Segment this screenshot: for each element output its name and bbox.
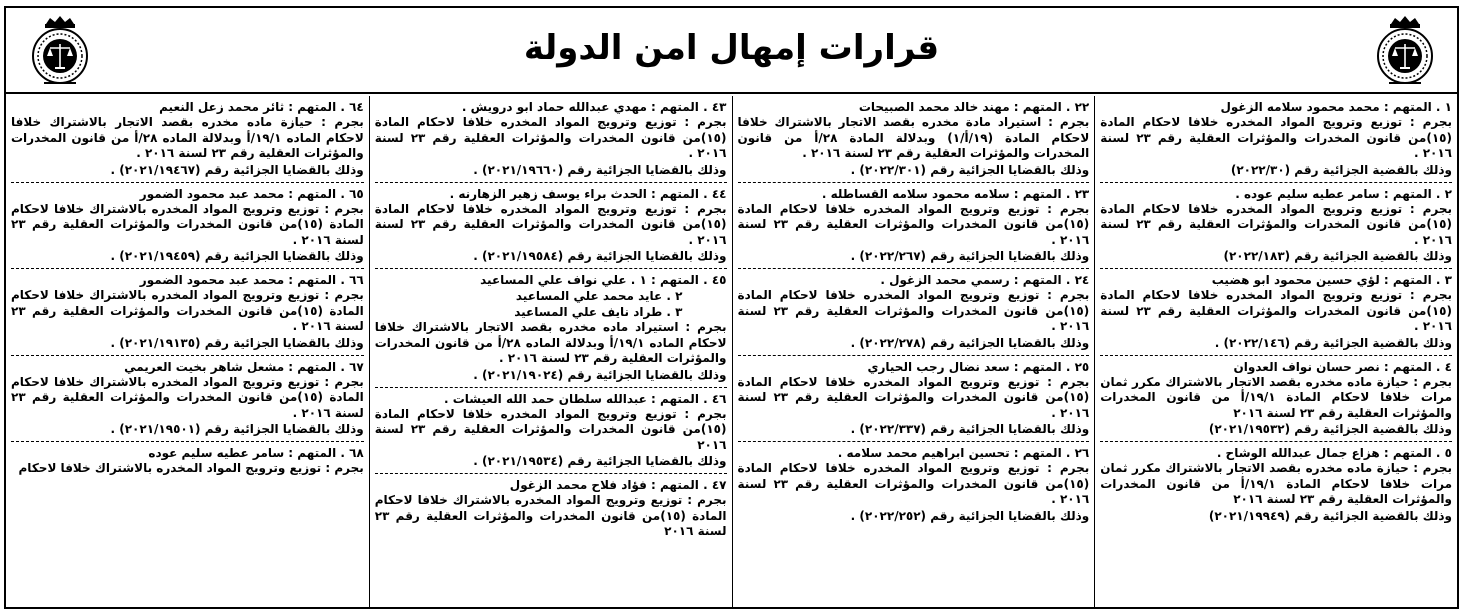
defendant-name: ٤ . المتهم : نصر حسان نواف العدوان [1233, 359, 1452, 374]
defendant-name: ٦٧ . المتهم : مشعل شاهر بخيت العريمي [124, 359, 364, 374]
co-defendant-name: ٣ . طراد نايف علي المساعيد [514, 305, 683, 319]
charge-text: بجرم : توزيع وترويج المواد المخدره خلافا لاحكام المادة (١٥)من قانون المخدرات والمؤثرات العقلية رقم ٢٣ لسنة ٢٠١٦ . [737, 201, 1090, 247]
case-number: وذلك بالقضايا الجزائية رقم (٢٠٢١/١٩٤٥٩) . [110, 249, 364, 263]
list-item [1100, 442, 1452, 528]
charge-text: بجرم : توزيع وترويج المواد المخدره خلافا لاحكام المادة (١٥)من قانون المخدرات والمؤثرات العقلية رقم ٢٣ لسنة ٢٠١٦ . [374, 201, 727, 247]
defendant-name: ٦٤ . المتهم : ثائر محمد زعل النعيم [159, 100, 364, 114]
charge-text: بجرم : حيازة ماده مخدره بقصد الاتجار بالاشتراك مكرر ثمان مرات خلافا لاحكام المادة ١٩/١/أ من قانون المخدرات والمؤثرات العقلية رقم ٢٣ لسنة ٢٠١٦ [1100, 461, 1452, 506]
case-number: وذلك بالقضايا الجزائية رقم (٢٠٢١/١٩٥٠١) . [110, 422, 364, 436]
defendant-name: ٤٥ . المتهم : ١ . علي نواف علي المساعيد [480, 273, 727, 287]
list-item [11, 356, 364, 443]
charge-text: بجرم : حيازة ماده مخدره بقصد الاتجار بالاشتراك مكرر ثمان مرات خلافا لاحكام المادة ١٩/١/أ من قانون المخدرات والمؤثرات العقلية رقم ٢٣ لسنة ٢٠١٦ [1100, 374, 1452, 420]
list-item [375, 388, 727, 475]
list-item [738, 442, 1090, 528]
case-number: وذلك بالقضايا الجزائية رقم (٢٠٢١/١٩١٣٥) . [110, 335, 364, 350]
charge-text: بجرم : توزيع وترويج المواد المخدره بالاشتراك خلافا لاحكام المادة (١٥)من قانون المخدرات والمؤثرات العقلية رقم ٢٣ لسنة ٢٠١٦ . [11, 201, 364, 247]
charge-text: بجرم : توزيع وترويج المواد المخدره خلافا لاحكام المادة (١٥)من قانون المخدرات والمؤثرات العقلية رقم ٢٣ لسنة ٢٠١٦ [374, 406, 727, 452]
defendant-name: ٢٤ . المتهم : رسمي محمد الزغول . [880, 273, 1090, 287]
column-1 [1094, 96, 1457, 609]
defendant-name: ٤٤ . المتهم : الحدث براء يوسف زهير الزهارنه . [449, 186, 727, 201]
column-4 [6, 96, 369, 609]
charge-text: بجرم : توزيع وترويج المواد المخدره خلافا لاحكام المادة (١٥)من قانون المخدرات والمؤثرات العقلية رقم ٢٣ لسنة ٢٠١٦ . [1100, 115, 1452, 160]
case-number: وذلك بالقضية الجزائية رقم (٢٠٢٢/١٤٦) . [1214, 335, 1452, 350]
case-number: وذلك بالقضايا الجزائية رقم (٢٠٢٢/٢٥٢) . [850, 508, 1090, 523]
list-item [1100, 183, 1452, 270]
list-item [738, 96, 1090, 183]
case-number: وذلك بالقضايا الجزائية رقم (٢٠٢١/١٩٥٣٤) . [473, 454, 727, 468]
charge-text: بجرم : استيراد ماده مخدره بقصد الاتجار بالاشتراك خلافا لاحكام الماده ١٩/١/أ وبدلالة الماده ٢٨/أ من قانون المخدرات والمؤثرات العقلية رقم ٢٣ لسنة ٢٠١٦ . [374, 320, 727, 365]
case-number: وذلك بالقضايا الجزائية رقم (٢٠٢١/١٩٦٦٠) . [473, 162, 727, 177]
list-item [738, 356, 1090, 443]
charge-text: بجرم : توزيع وترويج المواد المخدره خلافا لاحكام المادة (١٥)من قانون المخدرات والمؤثرات العقلية رقم ٢٣ لسنة ٢٠١٦ . [737, 374, 1090, 420]
defendant-name: ٦٥ . المتهم : محمد عبد محمود الضمور [139, 186, 364, 201]
defendant-name: ١ . المتهم : محمد محمود سلامه الزغول [1220, 100, 1452, 114]
defendant-name: ٥ . المتهم : هزاع جمال عبدالله الوشاح . [1216, 446, 1452, 460]
co-defendant-name: ٢ . عايد محمد علي المساعيد [515, 289, 683, 303]
case-number: وذلك بالقضايا الجزائية رقم (٢٠٢٢/٣٠١) . [850, 162, 1090, 177]
case-number: وذلك بالقضايا الجزائية رقم (٢٠٢١/١٩٤٦٧) . [110, 162, 364, 177]
list-item [11, 183, 364, 270]
judiciary-emblem-right [1373, 14, 1437, 88]
list-item [1100, 356, 1452, 443]
notice-title: قرارات إمهال امن الدولة [523, 28, 940, 68]
notice-columns [6, 96, 1457, 609]
case-number: وذلك بالقضايا الجزائية رقم (٢٠٢٢/٢٦٧) . [850, 249, 1090, 263]
list-item [11, 442, 364, 481]
column-3 [369, 96, 732, 609]
case-number: وذلك بالقضية الجزائية رقم (٢٠٢٢/٣٠) [1230, 162, 1452, 177]
charge-text: بجرم : استيراد مادة مخدره بقصد الاتجار بالاشتراك خلافا لاحكام المادة (١٩/أ/١) وبدلالة المادة ٢٨/أ من قانون المخدرات والمؤثرات العقلية رقم ٢٣ لسنة ٢٠١٦ . [737, 115, 1090, 160]
column-2 [732, 96, 1095, 609]
charge-text: بجرم : توزيع وترويج المواد المخدره بالاشتراك خلافا لاحكام المادة (١٥)من قانون المخدرات والمؤثرات العقلية رقم ٢٣ لسنة ٢٠١٦ [374, 493, 727, 538]
charge-text: بجرم : حيازة ماده مخدره بقصد الاتجار بالاشتراك خلافا لاحكام الماده ١٩/١/أ وبدلالة الماده ٢٨/أ من قانون المخدرات والمؤثرات العقلية رقم ٢٣ لسنة ٢٠١٦ . [11, 115, 364, 160]
case-number: وذلك بالقضايا الجزائية رقم (٢٠٢١/١٩٥٨٤) . [473, 249, 727, 263]
charge-text: بجرم : توزيع وترويج المواد المخدره خلافا لاحكام المادة (١٥)من قانون المخدرات والمؤثرات العقلية رقم ٢٣ لسنة ٢٠١٦ . [374, 115, 727, 160]
charge-text: بجرم : توزيع وترويج المواد المخدره بالاشتراك خلافا لاحكام المادة (١٥)من قانون المخدرات والمؤثرات العقلية رقم ٢٣ لسنة ٢٠١٦ . [11, 288, 364, 333]
charge-text: بجرم : توزيع وترويج المواد المخدره بالاشتراك خلافا لاحكام المادة (١٥)من قانون المخدرات والمؤثرات العقلية رقم ٢٣ لسنة ٢٠١٦ . [11, 374, 364, 420]
charge-text: بجرم : توزيع وترويج المواد المخدره بالاشتراك خلافا لاحكام [18, 461, 364, 475]
case-number: وذلك بالقضايا الجزائية رقم (٢٠٢١/١٩٠٢٤) . [473, 367, 727, 382]
list-item [11, 269, 364, 356]
defendant-name: ٢٥ . المتهم : سعد نضال رجب الحياري [867, 359, 1090, 374]
charge-text: بجرم : توزيع وترويج المواد المخدره خلافا لاحكام المادة (١٥)من قانون المخدرات والمؤثرات العقلية رقم ٢٣ لسنة ٢٠١٦ . [737, 461, 1090, 506]
defendant-name: ٤٧ . المتهم : فؤاد فلاح محمد الزغول [509, 478, 727, 492]
notice-frame [4, 6, 1459, 609]
list-item [11, 96, 364, 183]
list-item [375, 269, 727, 388]
defendant-name: ٢٦ . المتهم : تحسين ابراهيم محمد سلامه . [837, 446, 1090, 460]
list-item [1100, 269, 1452, 356]
case-number: وذلك بالقضايا الجزائية رقم (٢٠٢٢/٣٣٧) . [850, 422, 1090, 436]
list-item [375, 96, 727, 183]
case-number: وذلك بالقضية الجزائية رقم (٢٠٢١/١٩٥٣٢) [1208, 422, 1452, 436]
list-item [738, 269, 1090, 356]
defendant-name: ٢٣ . المتهم : سلامه محمود سلامه القساطله . [821, 186, 1090, 201]
case-number: وذلك بالقضية الجزائية رقم (٢٠٢٢/١٨٣) [1223, 249, 1452, 263]
list-item [375, 474, 727, 544]
defendant-name: ٣ . المتهم : لؤي حسين محمود ابو هضيب [1211, 273, 1452, 287]
list-item [1100, 96, 1452, 183]
defendant-name: ٦٨ . المتهم : سامر عطيه سليم عوده [148, 446, 364, 460]
defendant-name: ٤٦ . المتهم : عبدالله سلطان حمد الله العيشات . [443, 391, 727, 406]
case-number: وذلك بالقضايا الجزائية رقم (٢٠٢٢/٢٧٨) . [850, 335, 1090, 350]
case-number: وذلك بالقضية الجزائية رقم (٢٠٢١/١٩٩٤٩) [1208, 508, 1452, 523]
defendant-name: ٤٣ . المتهم : مهدي عبدالله حماد ابو درويش . [461, 100, 727, 114]
charge-text: بجرم : توزيع وترويج المواد المخدره خلافا لاحكام المادة (١٥)من قانون المخدرات والمؤثرات العقلية رقم ٢٣ لسنة ٢٠١٦ . [737, 288, 1090, 333]
notice-header [6, 8, 1457, 94]
defendant-name: ٢٢ . المتهم : مهند خالد محمد الصبيحات [858, 100, 1090, 114]
charge-text: بجرم : توزيع وترويج المواد المخدره خلافا لاحكام المادة (١٥)من قانون المخدرات والمؤثرات العقلية رقم ٢٣ لسنة ٢٠١٦ . [1100, 201, 1452, 247]
charge-text: بجرم : توزيع وترويج المواد المخدره خلافا لاحكام المادة (١٥)من قانون المخدرات والمؤثرات العقلية رقم ٢٣ لسنة ٢٠١٦ . [1100, 288, 1452, 333]
defendant-name: ٦٦ . المتهم : محمد عبد محمود الضمور [139, 273, 364, 287]
list-item [375, 183, 727, 270]
list-item [738, 183, 1090, 270]
defendant-name: ٢ . المتهم : سامر عطيه سليم عوده . [1235, 186, 1452, 201]
